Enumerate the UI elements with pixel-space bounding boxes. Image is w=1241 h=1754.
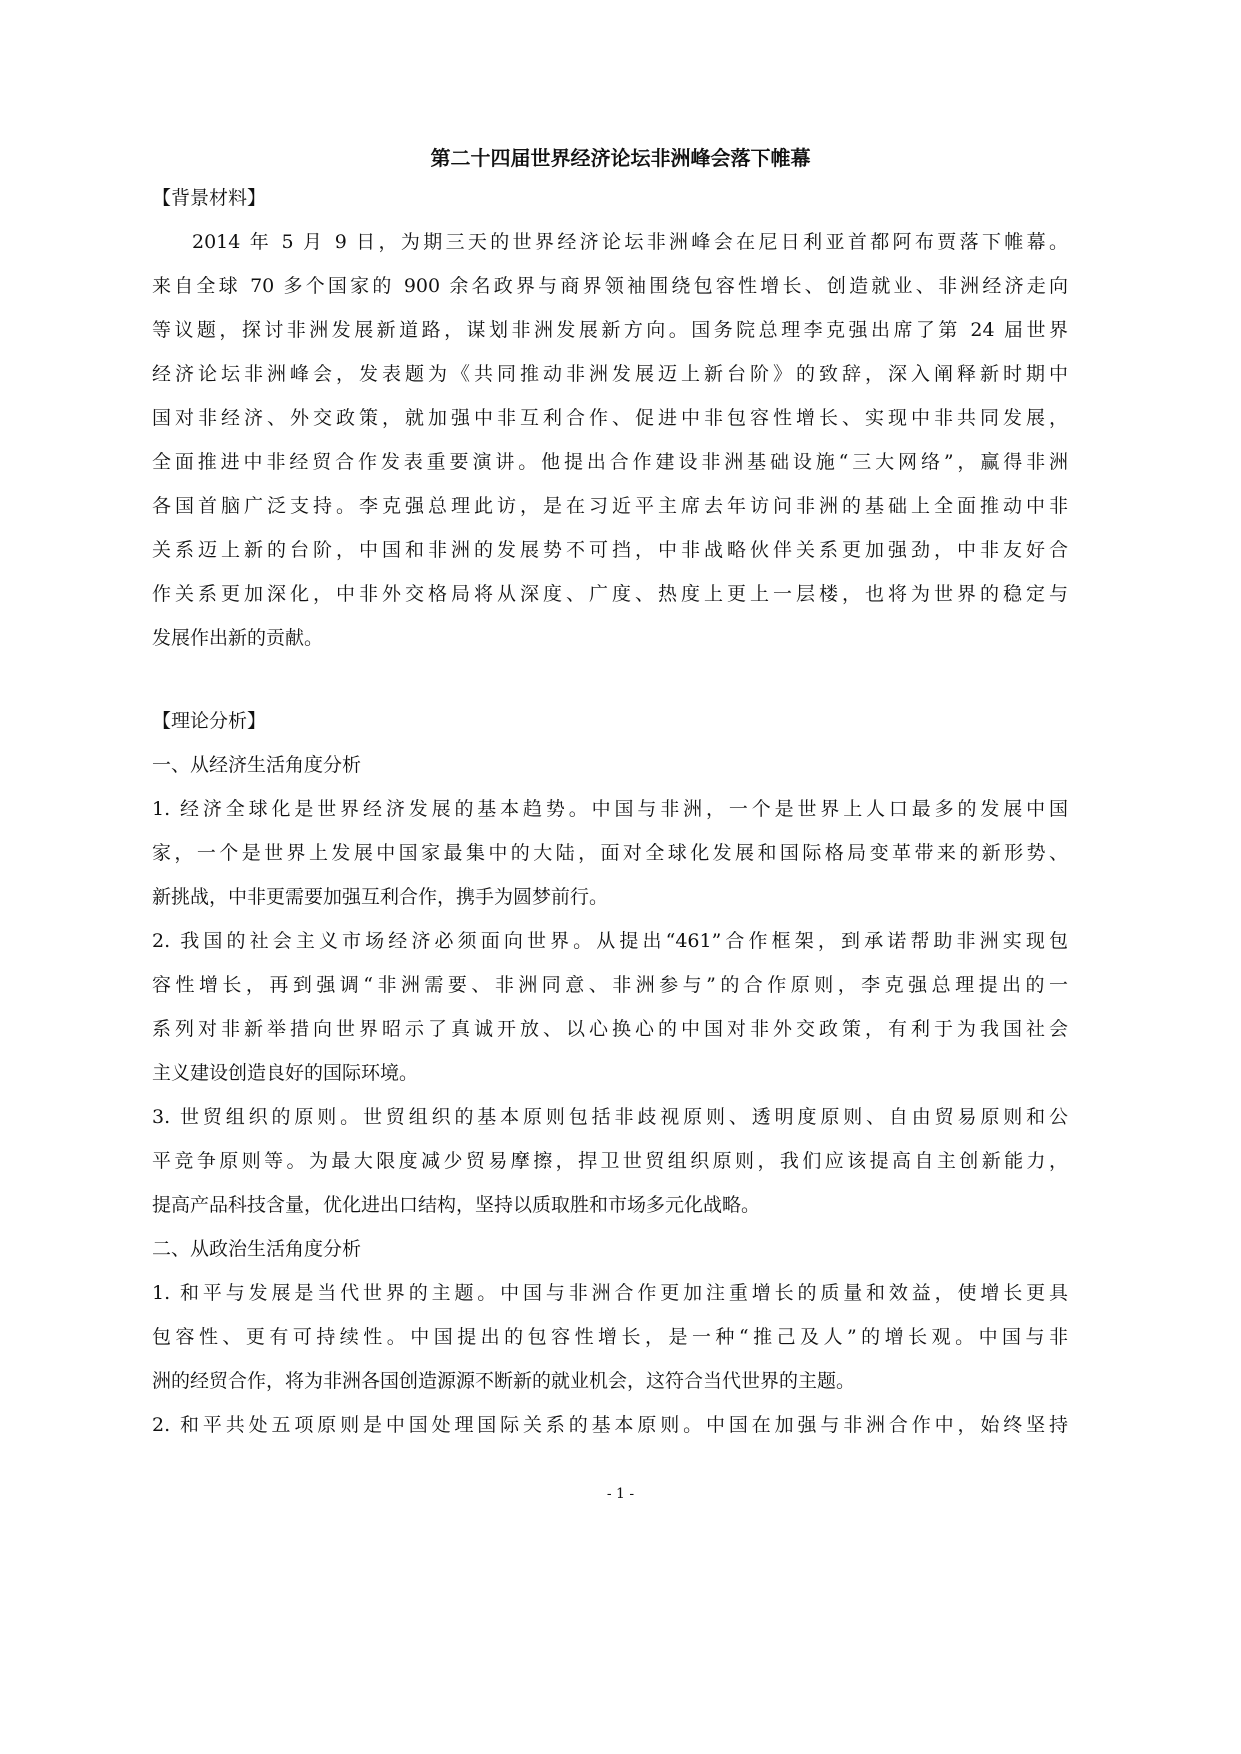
page-number: - 1 - — [606, 1486, 635, 1502]
analysis-section — [152, 699, 1068, 1447]
text-line: 洲的经贸合作，将为非洲各国创造源源不断新的就业机会，这符合当代世界的主题。 — [152, 1370, 856, 1392]
document-title: 第二十四届世界经济论坛非洲峰会落下帷幕 — [430, 146, 811, 170]
text-line: 2. 我国的社会主义市场经济必须面向世界。从提出“461”合作框架，到承诺帮助非洲实现包 — [152, 930, 1068, 952]
text-line: 系列对非新举措向世界昭示了真诚开放、以心换心的中国对非外交政策，有利于为我国社会 — [152, 1018, 1068, 1040]
text-line: 经济论坛非洲峰会，发表题为《共同推动非洲发展迈上新台阶》的致辞，深入阐释新时期中 — [152, 363, 1068, 385]
text-line: 1. 和平与发展是当代世界的主题。中国与非洲合作更加注重增长的质量和效益，使增长更具 — [152, 1282, 1068, 1304]
economic-analysis — [152, 787, 1068, 1227]
economic-section-heading: 一、从经济生活角度分析 — [152, 754, 362, 776]
political-analysis — [152, 1271, 1068, 1447]
background-paragraph — [152, 220, 1068, 660]
text-line: 等议题，探讨非洲发展新道路，谋划非洲发展新方向。国务院总理李克强出席了第 24 届世界 — [152, 319, 1068, 341]
text-line: 主义建设创造良好的国际环境。 — [152, 1062, 419, 1084]
text-line: 家，一个是世界上发展中国家最集中的大陆，面对全球化发展和国际格局变革带来的新形势、 — [152, 842, 1068, 864]
text-line: 2014 年 5 月 9 日，为期三天的世界经济论坛非洲峰会在尼日利亚首都阿布贾落下帷幕。 — [192, 231, 1068, 253]
text-line: 2. 和平共处五项原则是中国处理国际关系的基本原则。中国在加强与非洲合作中，始终坚持 — [152, 1414, 1068, 1436]
text-line: 容性增长，再到强调“非洲需要、非洲同意、非洲参与”的合作原则，李克强总理提出的一 — [152, 974, 1068, 996]
text-line: 1. 经济全球化是世界经济发展的基本趋势。中国与非洲，一个是世界上人口最多的发展中国 — [152, 798, 1068, 820]
text-line: 全面推进中非经贸合作发表重要演讲。他提出合作建设非洲基础设施“三大网络”，赢得非洲 — [152, 451, 1068, 473]
text-line: 各国首脑广泛支持。李克强总理此访，是在习近平主席去年访问非洲的基础上全面推动中非 — [152, 495, 1068, 517]
text-line: 平竞争原则等。为最大限度减少贸易摩擦，捍卫世贸组织原则，我们应该提高自主创新能力， — [152, 1150, 1068, 1172]
text-line: 包容性、更有可持续性。中国提出的包容性增长，是一种“推己及人”的增长观。中国与非 — [152, 1326, 1068, 1348]
analysis-heading: 【理论分析】 — [152, 710, 267, 732]
text-line: 国对非经济、外交政策，就加强中非互利合作、促进中非包容性增长、实现中非共同发展， — [152, 407, 1068, 429]
text-line: 提高产品科技含量，优化进出口结构，坚持以质取胜和市场多元化战略。 — [152, 1194, 761, 1216]
background-section — [152, 176, 1068, 660]
background-heading: 【背景材料】 — [152, 187, 267, 209]
text-line: 作关系更加深化，中非外交格局将从深度、广度、热度上更上一层楼，也将为世界的稳定与 — [152, 583, 1068, 605]
text-line: 关系迈上新的台阶，中国和非洲的发展势不可挡，中非战略伙伴关系更加强劲，中非友好合 — [152, 539, 1068, 561]
text-line: 3. 世贸组织的原则。世贸组织的基本原则包括非歧视原则、透明度原则、自由贸易原则和公 — [152, 1106, 1068, 1128]
text-line: 来自全球 70 多个国家的 900 余名政界与商界领袖围绕包容性增长、创造就业、非洲经济走向 — [152, 275, 1068, 297]
text-line: 新挑战，中非更需要加强互利合作，携手为圆梦前行。 — [152, 886, 609, 908]
text-line: 发展作出新的贡献。 — [152, 627, 324, 649]
political-section-heading: 二、从政治生活角度分析 — [152, 1238, 362, 1260]
